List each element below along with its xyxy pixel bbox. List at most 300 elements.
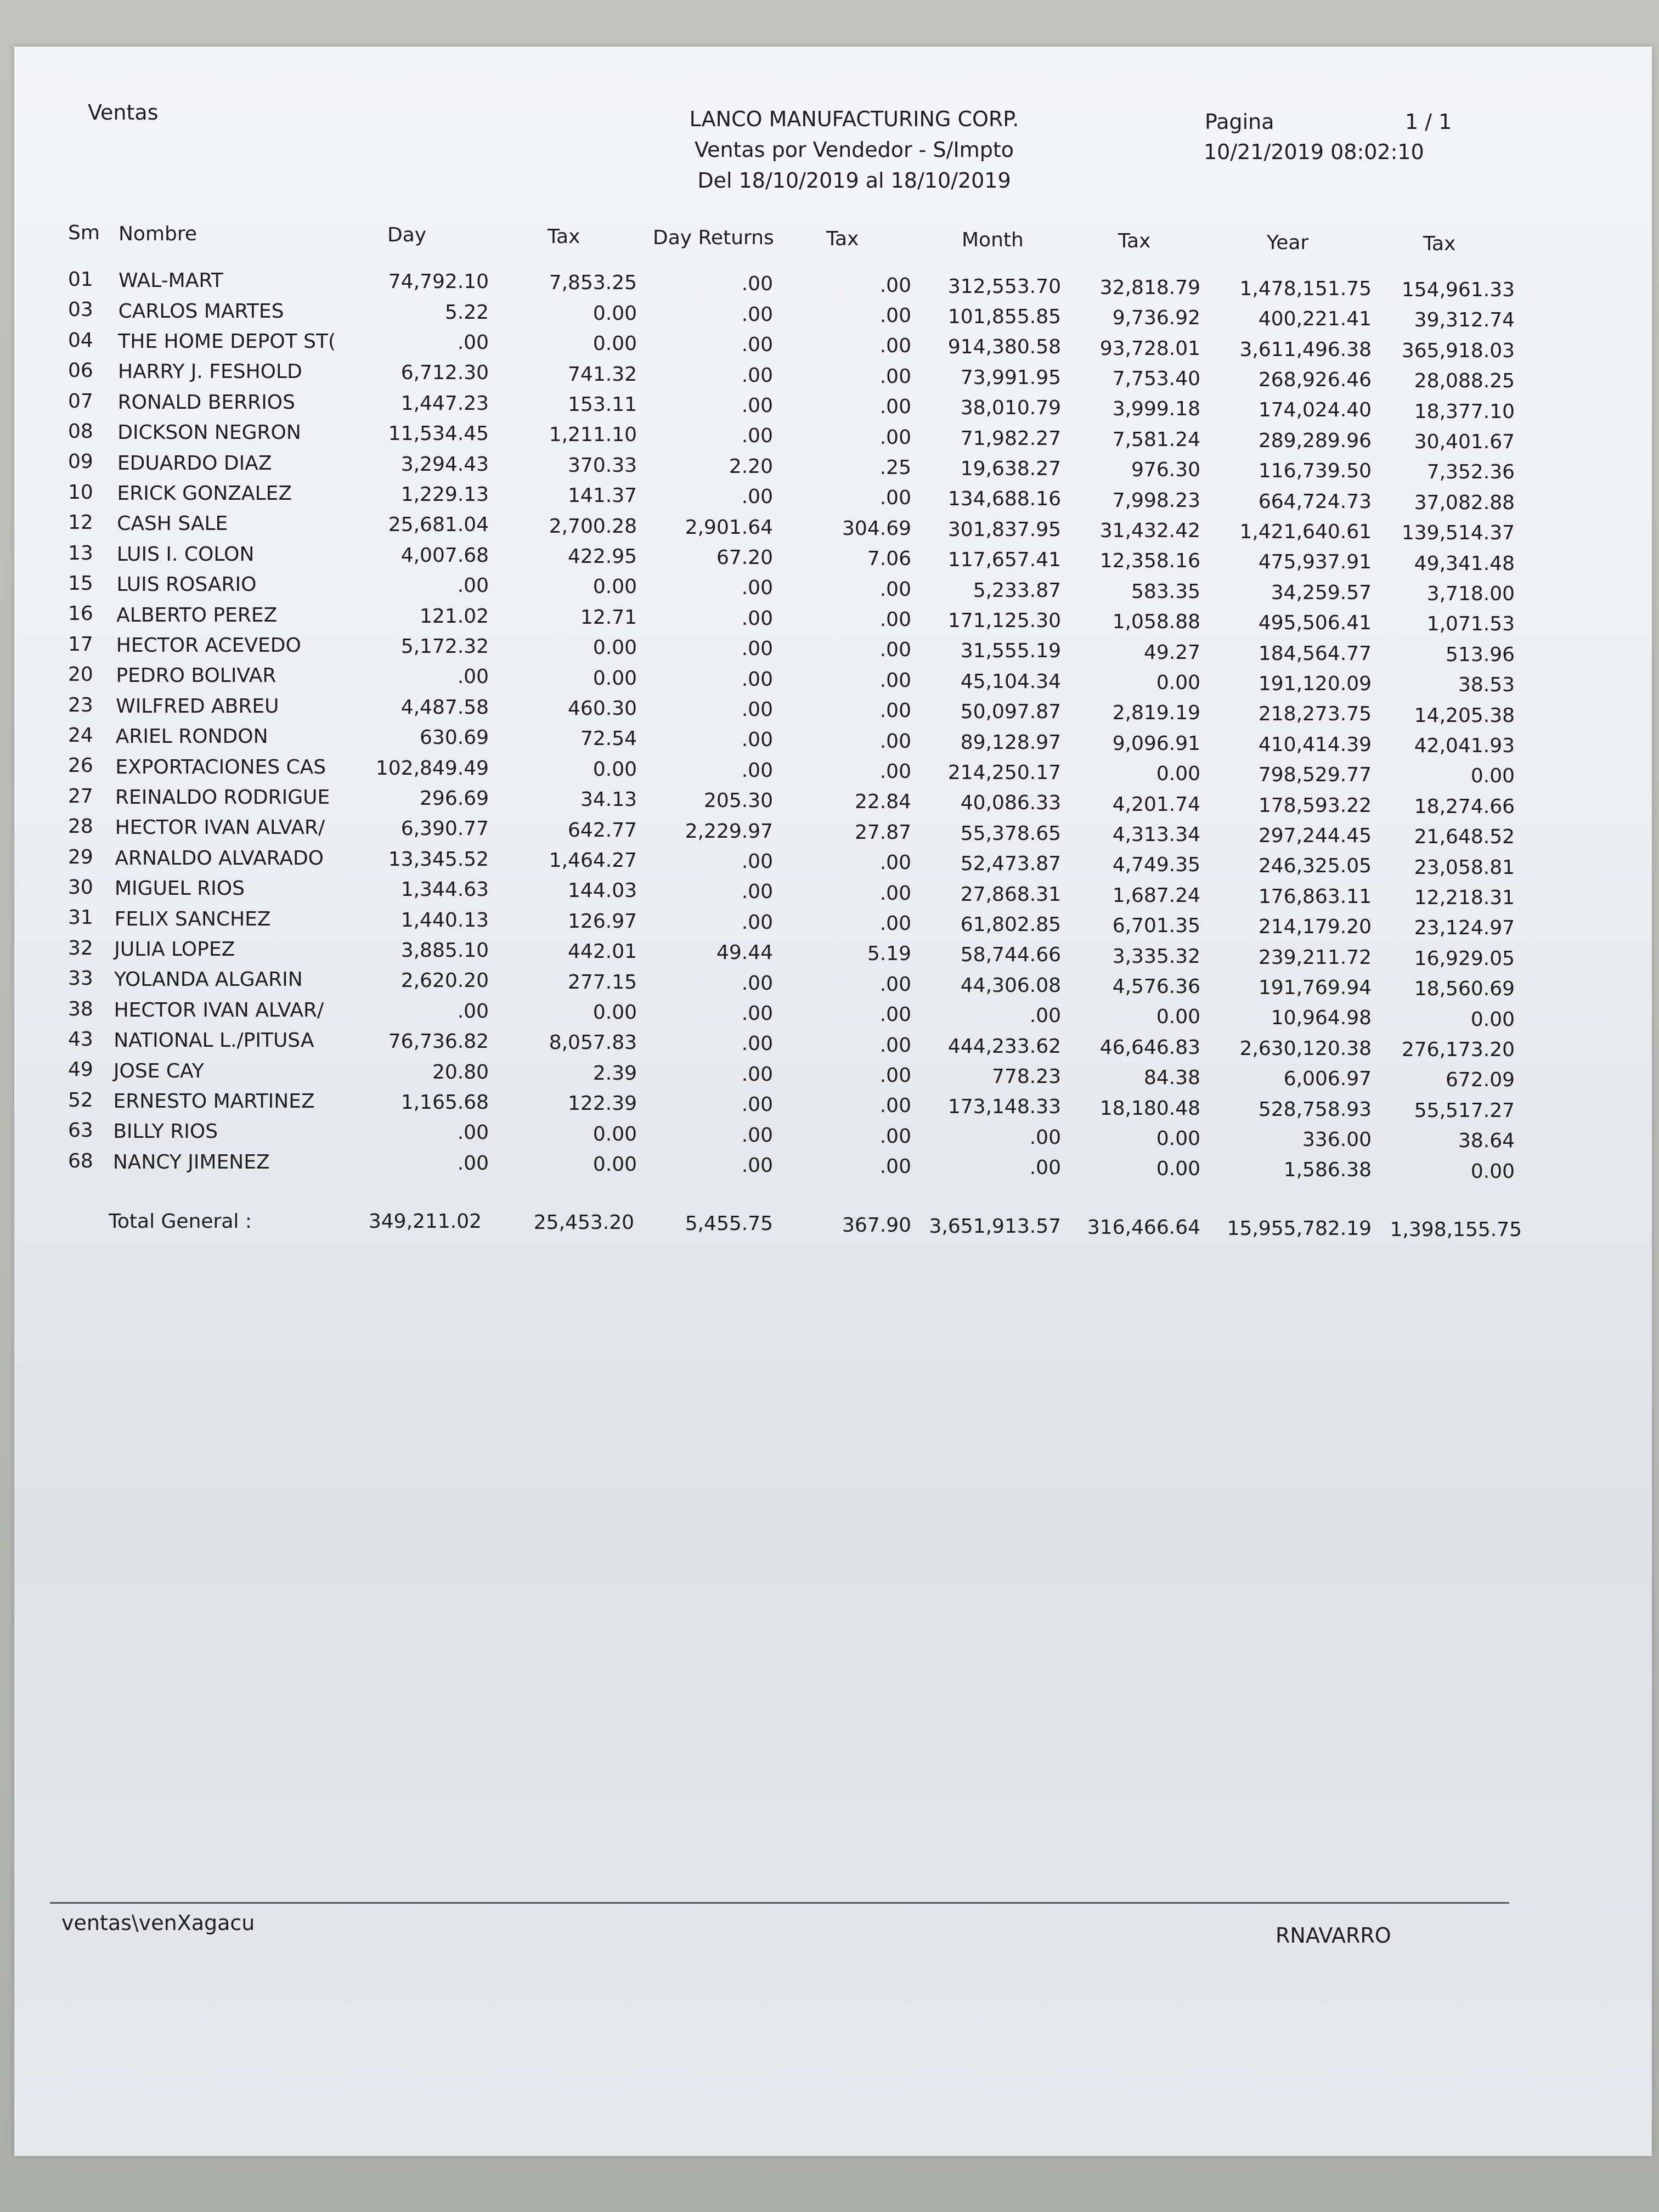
col-month-cell: 40,086.33	[960, 792, 1061, 815]
col-sm-cell: 24	[68, 724, 93, 747]
col-month-tax-cell: 1,058.88	[1112, 611, 1200, 634]
col-month-tax-cell: 3,999.18	[1112, 398, 1200, 421]
report-timestamp: 10/21/2019 08:02:10	[1204, 140, 1424, 164]
footer-user: RNAVARRO	[1276, 1923, 1391, 1948]
col-returns-tax-cell: 22.84	[854, 791, 911, 814]
col-nombre-cell: ERICK GONZALEZ	[117, 482, 292, 505]
col-returns-tax-cell: .25	[879, 456, 911, 479]
col-nombre-cell: HECTOR IVAN ALVAR/	[115, 816, 325, 839]
col-returns-tax-cell: .00	[879, 1064, 911, 1087]
col-day-returns-cell: 67.20	[716, 546, 773, 569]
col-month-tax-cell: 6,701.35	[1112, 915, 1200, 938]
col-nombre-cell: EXPORTACIONES CAS	[115, 755, 326, 778]
col-day-cell: 1,165.68	[400, 1091, 489, 1114]
col-day-returns-cell: .00	[741, 425, 773, 448]
col-day-returns-cell: .00	[741, 972, 773, 995]
col-month-cell: 45,104.34	[960, 670, 1061, 693]
col-day-tax-cell: 0.00	[592, 1001, 637, 1024]
module-label: Ventas	[88, 100, 159, 125]
col-month-tax-cell: 0.00	[1156, 763, 1200, 786]
col-month-cell: 214,250.17	[947, 761, 1061, 784]
report-page	[14, 47, 1652, 2156]
total-col-month-tax: 316,466.64	[1087, 1216, 1200, 1239]
col-month-tax-cell: 9,736.92	[1112, 307, 1200, 330]
col-day-cell: 5,172.32	[400, 635, 489, 658]
col-month-tax-cell: 976.30	[1131, 459, 1200, 482]
col-day-tax-cell: 122.39	[568, 1092, 637, 1115]
col-day-tax-header: Tax	[548, 225, 580, 248]
col-day-returns-cell: .00	[741, 486, 773, 509]
col-month-cell: 58,744.66	[960, 944, 1061, 967]
col-month-tax-cell: 4,749.35	[1112, 854, 1200, 877]
col-returns-tax-cell: .00	[879, 304, 911, 327]
col-month-cell: 171,125.30	[947, 610, 1061, 632]
total-col-day-returns: 5,455.75	[685, 1212, 773, 1235]
col-month-cell: 101,855.85	[947, 306, 1061, 328]
col-month-cell: 71,982.27	[960, 427, 1061, 450]
col-year-cell: 191,120.09	[1258, 673, 1372, 695]
col-nombre-cell: WILFRED ABREU	[116, 695, 279, 718]
col-year-cell: 336.00	[1302, 1128, 1372, 1151]
col-nombre-header: Nombre	[119, 223, 198, 246]
col-day-cell: 1,344.63	[400, 878, 489, 901]
col-sm-cell: 03	[68, 298, 93, 321]
col-nombre-cell: RONALD BERRIOS	[117, 391, 295, 414]
col-month-cell: 52,473.87	[960, 853, 1061, 876]
col-day-header: Day	[387, 224, 427, 247]
col-returns-tax-cell: .00	[879, 973, 911, 996]
col-nombre-cell: BILLY RIOS	[113, 1120, 218, 1143]
col-sm-cell: 06	[68, 359, 93, 382]
col-year-tax-cell: 139,514.37	[1401, 522, 1515, 545]
col-month-tax-header: Tax	[1118, 230, 1151, 253]
col-day-returns-cell: .00	[741, 1154, 773, 1177]
page-label: Pagina	[1205, 110, 1274, 134]
col-year-cell: 239,211.72	[1258, 946, 1372, 969]
col-year-cell: 400,221.41	[1258, 308, 1372, 331]
col-day-tax-cell: 442.01	[568, 940, 637, 963]
col-day-cell: 296.69	[420, 787, 489, 810]
col-day-tax-cell: 141.37	[568, 484, 637, 507]
col-day-tax-cell: 422.95	[568, 545, 637, 568]
col-returns-tax-cell: 304.69	[842, 517, 911, 540]
col-year-cell: 184,564.77	[1258, 642, 1372, 665]
col-day-returns-cell: .00	[741, 850, 773, 873]
col-day-tax-cell: 0.00	[592, 575, 637, 599]
date-range: Del 18/10/2019 al 18/10/2019	[697, 168, 1011, 193]
col-day-returns-cell: .00	[741, 394, 773, 417]
col-returns-tax-cell: .00	[879, 669, 911, 692]
col-day-returns-cell: 49.44	[716, 941, 773, 964]
col-year-tax-cell: 18,560.69	[1414, 978, 1515, 1001]
col-nombre-cell: DICKSON NEGRON	[117, 421, 301, 444]
col-month-tax-cell: 32,818.79	[1099, 276, 1200, 299]
col-month-tax-cell: 7,753.40	[1112, 367, 1200, 390]
col-year-tax-cell: 30,401.67	[1414, 430, 1515, 453]
col-day-tax-cell: 0.00	[592, 667, 637, 690]
col-nombre-cell: PEDRO BOLIVAR	[116, 664, 276, 687]
col-day-tax-cell: 0.00	[592, 332, 637, 356]
col-day-returns-cell: .00	[741, 637, 773, 661]
col-day-returns-cell: .00	[741, 577, 773, 600]
col-day-cell: .00	[457, 1152, 489, 1175]
col-sm-header: Sm	[68, 222, 100, 244]
col-year-cell: 475,937.91	[1258, 551, 1372, 574]
col-day-cell: 3,294.43	[400, 453, 489, 476]
page-number: 1 / 1	[1405, 110, 1452, 134]
col-nombre-cell: ERNESTO MARTINEZ	[113, 1090, 315, 1113]
col-sm-cell: 16	[68, 602, 93, 625]
col-year-cell: 218,273.75	[1258, 703, 1372, 726]
col-day-returns-cell: .00	[741, 698, 773, 721]
col-year-tax-cell: 7,352.36	[1426, 461, 1515, 484]
col-month-cell: 444,233.62	[947, 1035, 1061, 1058]
col-day-tax-cell: 126.97	[568, 910, 637, 933]
col-year-tax-cell: 38.64	[1458, 1130, 1515, 1153]
col-year-tax-cell: 37,082.88	[1414, 491, 1515, 514]
col-month-cell: 61,802.85	[960, 913, 1061, 936]
col-returns-tax-cell: .00	[879, 274, 911, 297]
col-day-cell: 5.22	[444, 301, 489, 324]
col-day-tax-cell: 144.03	[568, 879, 637, 902]
col-day-cell: 11,534.45	[388, 422, 489, 445]
col-year-tax-cell: 1,071.53	[1426, 613, 1515, 636]
col-day-returns-cell: .00	[741, 1063, 773, 1086]
col-nombre-cell: THE HOME DEPOT ST(	[118, 330, 336, 353]
col-day-cell: .00	[457, 331, 489, 354]
col-day-cell: 1,440.13	[400, 909, 489, 932]
col-year-cell: 178,593.22	[1258, 794, 1372, 817]
col-year-cell: 2,630,120.38	[1239, 1037, 1372, 1060]
col-returns-tax-cell: .00	[879, 1034, 911, 1057]
col-day-tax-cell: 2,700.28	[549, 515, 637, 538]
total-col-month: 3,651,913.57	[929, 1215, 1061, 1238]
col-nombre-cell: HARRY J. FESHOLD	[117, 360, 302, 383]
col-month-tax-cell: 4,576.36	[1112, 975, 1200, 998]
col-sm-cell: 38	[68, 997, 93, 1020]
col-day-returns-cell: 2,901.64	[685, 516, 773, 539]
col-year-tax-cell: 21,648.52	[1414, 826, 1515, 849]
total-col-year: 15,955,782.19	[1227, 1217, 1372, 1240]
col-year-tax-cell: 55,517.27	[1414, 1099, 1515, 1122]
col-year-tax-cell: 18,274.66	[1414, 795, 1515, 818]
col-day-cell: 102,849.49	[375, 757, 489, 780]
col-month-tax-cell: 7,581.24	[1112, 428, 1200, 451]
col-year-tax-cell: 0.00	[1470, 765, 1515, 788]
col-year-tax-cell: 14,205.38	[1414, 704, 1515, 727]
col-returns-tax-cell: .00	[879, 426, 911, 449]
col-sm-cell: 01	[68, 268, 93, 291]
col-day-cell: .00	[457, 665, 489, 689]
col-returns-tax-cell: .00	[879, 578, 911, 601]
col-month-cell: 31,555.19	[960, 640, 1061, 663]
col-returns-tax-cell: .00	[879, 730, 911, 753]
col-day-returns-cell: .00	[741, 1124, 773, 1147]
col-nombre-cell: REINALDO RODRIGUE	[115, 786, 330, 809]
col-month-cell: 173,148.33	[947, 1096, 1061, 1119]
col-year-cell: 34,259.57	[1271, 581, 1372, 604]
col-sm-cell: 04	[68, 329, 93, 352]
col-day-cell: 76,736.82	[388, 1030, 489, 1053]
col-year-tax-cell: 16,929.05	[1414, 947, 1515, 970]
col-returns-tax-cell: .00	[879, 639, 911, 662]
col-sm-cell: 15	[68, 572, 93, 595]
col-day-tax-cell: 741.32	[568, 363, 637, 386]
col-month-tax-cell: 31,432.42	[1099, 519, 1200, 542]
col-sm-cell: 08	[68, 420, 93, 443]
col-year-cell: 191,769.94	[1258, 977, 1372, 999]
col-day-tax-cell: 12.71	[580, 606, 637, 629]
col-nombre-cell: LUIS ROSARIO	[116, 573, 257, 596]
col-day-cell: 25,681.04	[388, 514, 489, 537]
col-sm-cell: 10	[68, 481, 93, 504]
col-day-tax-cell: 277.15	[568, 970, 637, 994]
col-sm-cell: 28	[68, 815, 93, 838]
col-day-cell: 121.02	[420, 605, 489, 628]
col-day-tax-cell: 0.00	[592, 636, 637, 659]
col-month-tax-cell: 84.38	[1143, 1066, 1200, 1090]
col-year-cell: 214,179.20	[1258, 916, 1372, 939]
col-returns-tax-cell: .00	[879, 608, 911, 631]
col-day-returns-cell: .00	[741, 1002, 773, 1025]
col-year-cell: 1,586.38	[1283, 1159, 1372, 1182]
col-returns-tax-cell: .00	[879, 912, 911, 935]
col-day-returns-cell: .00	[741, 668, 773, 691]
col-month-tax-cell: 9,096.91	[1112, 732, 1200, 755]
total-col-returns-tax: 367.90	[842, 1214, 911, 1237]
col-year-tax-header: Tax	[1423, 232, 1456, 255]
col-month-tax-cell: 4,313.34	[1112, 823, 1200, 846]
col-sm-cell: 20	[68, 663, 93, 686]
col-day-tax-cell: 72.54	[580, 727, 637, 751]
col-month-cell: 50,097.87	[960, 701, 1061, 724]
col-month-tax-cell: 49.27	[1143, 641, 1200, 664]
col-year-cell: 297,244.45	[1258, 825, 1372, 847]
col-year-tax-cell: 23,058.81	[1414, 856, 1515, 879]
col-returns-tax-cell: 27.87	[854, 821, 911, 844]
col-year-tax-cell: 365,918.03	[1401, 339, 1515, 362]
report-subtitle: Ventas por Vendedor - S/Impto	[695, 138, 1014, 162]
col-year-cell: 798,529.77	[1258, 764, 1372, 787]
col-day-returns-cell: 2.20	[729, 455, 773, 478]
col-year-cell: 174,024.40	[1258, 399, 1372, 422]
col-year-cell: 6,006.97	[1283, 1068, 1372, 1091]
col-returns-tax-header: Tax	[826, 228, 859, 250]
col-year-tax-cell: 38.53	[1458, 674, 1515, 697]
col-year-cell: 289,289.96	[1258, 429, 1372, 452]
col-day-tax-cell: 0.00	[592, 1122, 637, 1146]
col-month-header: Month	[962, 229, 1024, 252]
col-year-tax-cell: 0.00	[1470, 1008, 1515, 1031]
col-month-cell: 778.23	[992, 1065, 1061, 1088]
col-day-cell: 74,792.10	[388, 270, 489, 294]
col-nombre-cell: FELIX SANCHEZ	[114, 907, 271, 930]
col-month-cell: 914,380.58	[947, 336, 1061, 359]
col-year-cell: 410,414.39	[1258, 733, 1372, 756]
col-day-returns-cell: 205.30	[704, 789, 773, 812]
col-year-cell: 495,506.41	[1258, 612, 1372, 635]
col-month-cell: 134,688.16	[947, 488, 1061, 511]
col-month-cell: 117,657.41	[947, 549, 1061, 572]
col-day-tax-cell: 1,464.27	[549, 849, 637, 872]
col-day-cell: .00	[457, 1121, 489, 1144]
col-nombre-cell: YOLANDA ALGARIN	[114, 968, 303, 991]
col-year-cell: 3,611,496.38	[1239, 338, 1372, 361]
col-year-tax-cell: 23,124.97	[1414, 917, 1515, 940]
col-day-returns-cell: .00	[741, 729, 773, 752]
col-day-tax-cell: 642.77	[568, 819, 637, 842]
col-month-tax-cell: 0.00	[1156, 1006, 1200, 1029]
col-month-cell: 44,306.08	[960, 974, 1061, 997]
col-day-cell: .00	[457, 1000, 489, 1023]
col-year-cell: 246,325.05	[1258, 855, 1372, 878]
col-nombre-cell: NANCY JIMENEZ	[112, 1150, 270, 1173]
footer-divider	[50, 1902, 1509, 1904]
col-month-tax-cell: 1,687.24	[1112, 884, 1200, 907]
col-returns-tax-cell: .00	[879, 365, 911, 388]
col-nombre-cell: ARIEL RONDON	[115, 725, 268, 748]
col-day-returns-cell: .00	[741, 364, 773, 387]
col-returns-tax-cell: .00	[879, 396, 911, 419]
col-year-cell: 1,421,640.61	[1239, 521, 1372, 543]
col-day-cell: 1,229.13	[400, 483, 489, 506]
col-year-tax-cell: 3,718.00	[1426, 582, 1515, 605]
col-day-cell: 6,390.77	[400, 817, 489, 840]
col-day-returns-cell: 2,229.97	[685, 820, 773, 843]
col-day-cell: 13,345.52	[388, 848, 489, 871]
col-returns-tax-cell: .00	[879, 1094, 911, 1118]
col-month-tax-cell: 93,728.01	[1099, 337, 1200, 360]
col-month-tax-cell: 0.00	[1156, 1127, 1200, 1150]
col-month-cell: 73,991.95	[960, 366, 1061, 389]
col-year-cell: 664,724.73	[1258, 490, 1372, 513]
col-month-tax-cell: 18,180.48	[1099, 1097, 1200, 1120]
col-month-cell: 55,378.65	[960, 822, 1061, 845]
col-nombre-cell: EDUARDO DIAZ	[117, 452, 272, 475]
col-day-returns-header: Day Returns	[653, 226, 774, 249]
col-day-cell: 1,447.23	[400, 392, 489, 415]
col-nombre-cell: JOSE CAY	[113, 1059, 204, 1082]
col-sm-cell: 63	[68, 1119, 93, 1142]
col-returns-tax-cell: .00	[879, 699, 911, 723]
col-day-returns-cell: .00	[741, 273, 773, 296]
col-month-cell: 27,868.31	[960, 883, 1061, 906]
col-sm-cell: 27	[68, 785, 93, 808]
col-month-tax-cell: 0.00	[1156, 671, 1200, 694]
col-day-cell: 4,487.58	[400, 696, 489, 719]
col-month-cell: 38,010.79	[960, 397, 1061, 420]
col-day-cell: 3,885.10	[400, 939, 489, 962]
col-sm-cell: 30	[68, 876, 93, 899]
col-year-cell: 1,478,151.75	[1239, 277, 1372, 300]
col-month-tax-cell: 46,646.83	[1099, 1036, 1200, 1059]
col-sm-cell: 43	[68, 1028, 93, 1051]
col-day-returns-cell: .00	[741, 911, 773, 934]
col-nombre-cell: NATIONAL L./PITUSA	[114, 1029, 314, 1052]
col-day-cell: 4,007.68	[400, 544, 489, 567]
col-month-cell: 19,638.27	[960, 458, 1061, 480]
col-month-cell: .00	[1029, 1156, 1061, 1180]
col-year-tax-cell: 276,173.20	[1401, 1038, 1515, 1061]
col-sm-cell: 68	[68, 1149, 93, 1172]
col-sm-cell: 31	[68, 906, 93, 929]
col-returns-tax-cell: .00	[879, 1003, 911, 1026]
col-nombre-cell: HECTOR ACEVEDO	[116, 634, 301, 657]
col-returns-tax-cell: 5.19	[867, 943, 911, 966]
col-day-cell: 630.69	[420, 726, 489, 749]
col-month-cell: 5,233.87	[973, 579, 1061, 602]
col-month-cell: 312,553.70	[947, 275, 1061, 298]
col-day-tax-cell: 8,057.83	[549, 1031, 637, 1054]
total-col-day-tax: 25,453.20	[533, 1211, 634, 1234]
col-day-returns-cell: .00	[741, 303, 773, 326]
col-month-tax-cell: 583.35	[1131, 580, 1200, 603]
col-nombre-cell: CASH SALE	[117, 512, 228, 535]
col-returns-tax-cell: .00	[879, 1155, 911, 1178]
total-col-year-tax: 1,398,155.75	[1390, 1218, 1522, 1242]
col-day-tax-cell: 34.13	[580, 788, 637, 811]
col-sm-cell: 17	[68, 633, 93, 656]
col-sm-cell: 29	[68, 845, 93, 868]
col-year-cell: 116,739.50	[1258, 460, 1372, 483]
col-day-tax-cell: 2.39	[592, 1062, 637, 1085]
col-day-tax-cell: 0.00	[592, 758, 637, 781]
col-year-cell: 176,863.11	[1258, 885, 1372, 908]
col-year-tax-cell: 154,961.33	[1401, 278, 1515, 301]
col-day-tax-cell: 460.30	[568, 697, 637, 720]
col-year-tax-cell: 513.96	[1446, 643, 1515, 666]
col-returns-tax-cell: .00	[879, 760, 911, 783]
col-sm-cell: 26	[68, 754, 93, 777]
col-sm-cell: 23	[68, 693, 93, 716]
col-year-tax-cell: 39,312.74	[1414, 309, 1515, 332]
col-year-tax-cell: 28,088.25	[1414, 370, 1515, 393]
col-day-returns-cell: .00	[741, 881, 773, 904]
col-returns-tax-cell: .00	[879, 1125, 911, 1148]
col-sm-cell: 12	[68, 511, 93, 534]
company-name: LANCO MANUFACTURING CORP.	[689, 107, 1019, 131]
col-sm-cell: 09	[68, 450, 93, 473]
col-year-cell: 528,758.93	[1258, 1098, 1372, 1121]
col-sm-cell: 32	[68, 936, 93, 960]
col-year-header: Year	[1267, 231, 1309, 254]
col-year-cell: 268,926.46	[1258, 369, 1372, 391]
col-day-tax-cell: 153.11	[568, 393, 637, 416]
col-day-tax-cell: 0.00	[592, 1153, 637, 1176]
col-month-tax-cell: 12,358.16	[1099, 550, 1200, 573]
col-month-cell: 89,128.97	[960, 731, 1061, 754]
total-label: Total General :	[109, 1210, 252, 1233]
col-day-returns-cell: .00	[741, 759, 773, 782]
col-day-cell: 20.80	[432, 1060, 489, 1084]
col-month-cell: .00	[1029, 1005, 1061, 1028]
col-month-tax-cell: 0.00	[1156, 1158, 1200, 1181]
col-day-tax-cell: 7,853.25	[549, 272, 637, 295]
col-year-cell: 10,964.98	[1271, 1007, 1372, 1030]
col-month-cell: 301,837.95	[947, 518, 1061, 541]
col-nombre-cell: LUIS I. COLON	[116, 543, 255, 566]
col-year-tax-cell: 18,377.10	[1414, 400, 1515, 423]
total-col-day: 349,211.02	[368, 1210, 482, 1233]
col-sm-cell: 13	[68, 541, 93, 565]
col-nombre-cell: CARLOS MARTES	[118, 300, 284, 323]
col-returns-tax-cell: .00	[879, 882, 911, 905]
col-year-tax-cell: 49,341.48	[1414, 552, 1515, 575]
col-sm-cell: 07	[68, 390, 93, 413]
col-day-cell: 2,620.20	[400, 969, 489, 992]
col-nombre-cell: ARNALDO ALVARADO	[115, 847, 324, 870]
col-nombre-cell: ALBERTO PEREZ	[116, 603, 278, 627]
